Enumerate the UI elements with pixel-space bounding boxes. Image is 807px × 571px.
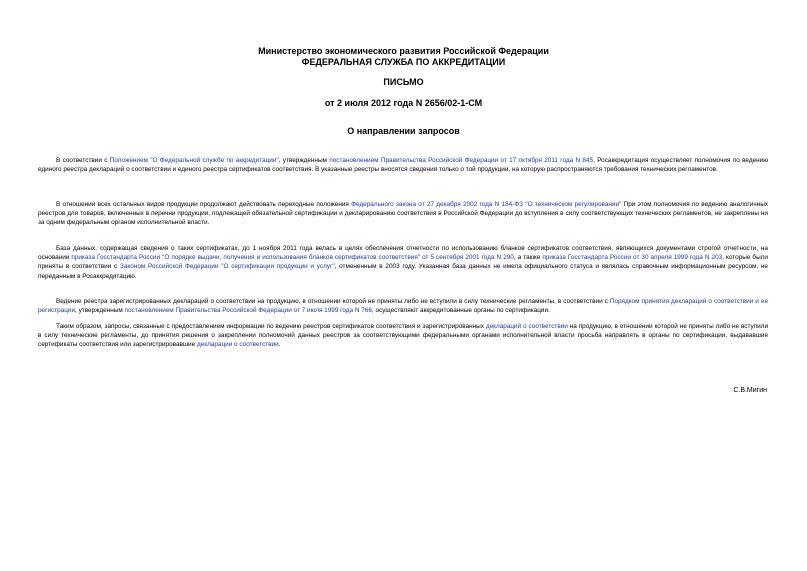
- text: , которые были приняты в соответствии с: [38, 254, 768, 271]
- paragraph-5: [38, 322, 768, 350]
- document-date-number: от 2 июля 2012 года N 2656/02-1-СМ: [324, 98, 483, 108]
- text: , утвержденным: [75, 307, 125, 315]
- link-declarations-of-conformity[interactable]: деклараций о соответствии: [485, 323, 568, 330]
- text: , утвержденным: [278, 157, 330, 164]
- link-law-certification[interactable]: Законом Российской Федерации "О сертификации продукции и услуг": [120, 263, 335, 271]
- text: .: [278, 341, 281, 349]
- agency-name: ФЕДЕРАЛЬНАЯ СЛУЖБА ПО АККРЕДИТАЦИИ: [301, 57, 506, 67]
- link-regulation-accreditation-service[interactable]: Положением "О Федеральной службе по аккредитации": [109, 157, 279, 164]
- text: При этом полномочия по ведению аналогичных реестров для товаров, включенных в перечни продукции, подлежащей обязательной сертификации и декларированию соответствия в Российской Федерации до вступления в силу соответствующих технических регламентов, не закреплены ни за одним федеральным органом исполнительной власти.: [38, 201, 768, 227]
- ministry-name: Министерство экономического развития Российской Федерации: [258, 46, 549, 56]
- text: Ведение реестра зарегистрированных деклараций о соответствии на продукцию, в отношении которой не приняты либо не вступили в силу технические регламенты, в соответствии с: [56, 298, 610, 305]
- document-subject: О направлении запросов: [347, 126, 460, 136]
- text: , Росаккредитация осуществляет полномочия по ведению единого реестра деклараций о соответствии и единого реестра сертификатов соответствия. В указанные реестры вносятся сведения только о той продукции, на которую распространяются требования технических регламентов.: [38, 157, 768, 174]
- link-government-decree-845[interactable]: постановлением Правительства Российской Федерации от 17 октября 2011 года N 845: [329, 157, 594, 164]
- text: В соответствии с: [56, 157, 110, 164]
- link-government-decree-766[interactable]: постановлением Правительства Российской Федерации от 7 июля 1999 года N 766: [124, 307, 372, 315]
- text: База данных, содержащая сведения о таких сертификатах, до 1 ноября 2011 года велась в целях обеспечения отчетности по использованию бланков сертификатов соответствия, являющихся документами строгой отчетности, на основании: [38, 245, 768, 262]
- document-header: [0, 46, 807, 68]
- link-declaration-procedure[interactable]: Порядком принятия деклараций о соответствии и ее регистрации: [38, 298, 768, 315]
- text: , а также: [513, 254, 543, 262]
- text: на продукцию, в отношении которой не приняты либо не вступили в силу технические регламенты, до принятия решения о закреплении полномочий данных реестров за соответствующими федеральными органами исполнительной власти просьба направлять в органы по сертификации, выдававшие сертификаты соответствия или зарегистрировавшие: [38, 323, 769, 349]
- text: В отношении всех остальных видов продукции продолжают действовать переходные положения: [56, 201, 352, 208]
- paragraph-3: [38, 244, 768, 281]
- text: , осуществляют аккредитованные органы по сертификации.: [371, 307, 550, 315]
- paragraph-2: [38, 200, 768, 228]
- document-type: ПИСЬМО: [383, 77, 424, 87]
- link-gosstandart-order-290[interactable]: приказа Госстандарта России "О порядке выдачи, получения и использования бланков сертификатов соответствия" от 5 сентября 2001 года N 290: [71, 254, 514, 262]
- paragraph-4: [38, 297, 768, 315]
- text: , отмененным в 2003 году. Указанная база данных не имела официального статуса и являлась справочным информационным ресурсом, не переданным в Росаккредитацию.: [38, 263, 768, 280]
- paragraph-1: [38, 156, 768, 174]
- text: Таким образом, запросы, связанные с предоставлением информации по ведению реестров сертификатов соответствия и зарегистрированных: [56, 323, 486, 330]
- link-declarations-of-conformity-2[interactable]: декларации о соответствии: [196, 341, 279, 349]
- signature: С.В.Мигин: [733, 387, 767, 394]
- link-gosstandart-order-203[interactable]: приказа Госстандарта России от 30 апреля 1999 года N 203: [542, 254, 723, 262]
- link-federal-law-184fz[interactable]: Федерального закона от 27 декабря 2002 года N 184-ФЗ "О техническом регулировании": [351, 201, 622, 208]
